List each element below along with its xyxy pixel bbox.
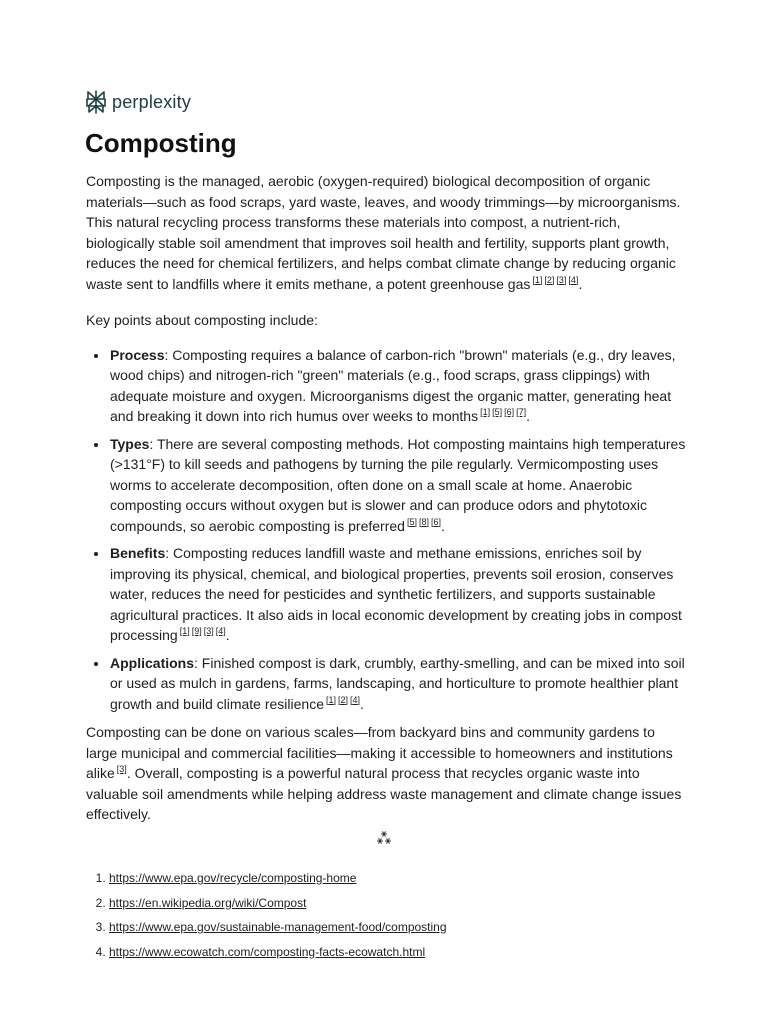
sentence-end: . [578,275,583,292]
citation-link[interactable]: [5] [492,407,503,417]
list-item [109,345,686,427]
point-text: : Composting reduces landfill waste and methane emissions, enriches soil by improving its physical, chemical, and biological properties, prevents soil erosion, conserves water, reduces the need for pesticides and synthetic fertilizers, and supports sustainable agricultural practices. It also aids in local economic development by creating jobs in compost processing [110,545,682,643]
point-text: : There are several composting methods. Hot composting maintains high temperatures (>131°F) to kill seeds and pathogens by turning the pile regularly. Vermicomposting uses worms to accelerate decomposition, often done on a small scale at home. Anaerobic composting occurs without oxygen but is slower and can produce odors and phytotoxic compounds, so aerobic composting is preferred [110,435,686,534]
reference-link[interactable]: https://www.epa.gov/recycle/composting-home [109,871,357,885]
reference-item [109,870,447,887]
sentence-end: . [225,627,230,643]
reference-link[interactable]: https://www.ecowatch.com/composting-facts-ecowatch.html [109,944,426,959]
sentence-end: . [440,517,445,534]
list-item [109,543,686,646]
citation-link[interactable]: [4] [568,274,579,285]
article-body [86,171,686,825]
reference-item [109,944,447,961]
citations [478,407,526,417]
citation-link[interactable]: [3] [203,626,214,636]
sentence-end: . [526,408,531,424]
references-list [93,870,447,968]
asterism-icon [376,830,392,846]
point-text: : Finished compost is dark, crumbly, earthy-smelling, and can be mixed into soil or used as mulch in gardens, farms, landscaping, and horticulture to promote healthier plant growth and build climate resilience [110,654,685,712]
citation-link[interactable]: [1] [326,694,337,705]
citation-link[interactable]: [2] [338,694,349,705]
brand-name: perplexity [112,91,192,112]
closing-text-continued: . Overall, composting is a powerful natural process that recycles organic waste into valuable soil amendments while helping address waste management and climate change issues effectively. [86,765,682,822]
point-label: Benefits [110,545,166,561]
page-title: Composting [85,128,237,158]
citation-link[interactable]: [6] [430,516,441,527]
citation-link[interactable]: [5] [406,516,417,527]
key-points-list [86,345,686,715]
citation-link[interactable]: [3] [116,764,127,774]
reference-link[interactable]: https://www.epa.gov/sustainable-management-food/composting [109,920,447,934]
citation-link[interactable]: [6] [504,407,515,417]
citations [324,695,360,705]
point-label: Types [110,435,150,452]
point-label: Applications [110,654,195,671]
citation-link[interactable]: [4] [350,694,361,705]
intro-paragraph [86,171,686,294]
perplexity-logo-icon [85,90,107,114]
list-item [109,434,686,537]
closing-text: Composting can be done on various scales—from backyard bins and community gardens to large municipal and commercial facilities—making it accessible to homeowners and institutions alike [86,724,673,781]
citations [405,517,441,527]
intro-text: Composting is the managed, aerobic (oxygen-required) biological decomposition of organic materials—such as food scraps, yard waste, leaves, and woody trimmings—by microorganisms. This natural recycling process transforms these materials into compost, a nutrient-rich, biologically stable soil amendment that improves soil health and fertility, supports plant growth, reduces the need for chemical fertilizers, and helps combat climate change by reducing organic waste sent to landfills where it emits methane, a potent greenhouse gas [86,173,681,292]
citation-link[interactable]: [7] [516,407,527,417]
sentence-end: . [360,695,364,712]
citation-link[interactable]: [9] [191,626,202,636]
citation-link[interactable]: [4] [215,626,226,636]
reference-link[interactable]: https://en.wikipedia.org/wiki/Compost [109,895,307,910]
point-text: : Composting requires a balance of carbon-rich "brown" materials (e.g., dry leaves, wood chips) and nitrogen-rich "green" materials (e.g., food scraps, grass clippings) with adequate moisture and oxygen. Microorganisms digest the organic matter, generating heat and breaking it down into rich humus over weeks to months [110,346,676,424]
point-label: Process [110,346,165,363]
lead-paragraph: Key points about composting include: [86,312,318,328]
citation-link[interactable]: [1] [179,626,190,636]
citations [530,275,578,285]
reference-item [109,895,447,912]
brand-logo[interactable] [85,90,191,114]
citations [115,764,127,774]
list-item [109,653,686,715]
citation-link[interactable]: [1] [532,274,543,285]
citation-link[interactable]: [8] [418,516,429,527]
citation-link[interactable]: [3] [556,274,567,285]
citations [178,626,226,636]
reference-item [109,919,447,936]
closing-paragraph [86,722,686,825]
citation-link[interactable]: [1] [480,407,491,417]
citation-link[interactable]: [2] [544,274,555,285]
